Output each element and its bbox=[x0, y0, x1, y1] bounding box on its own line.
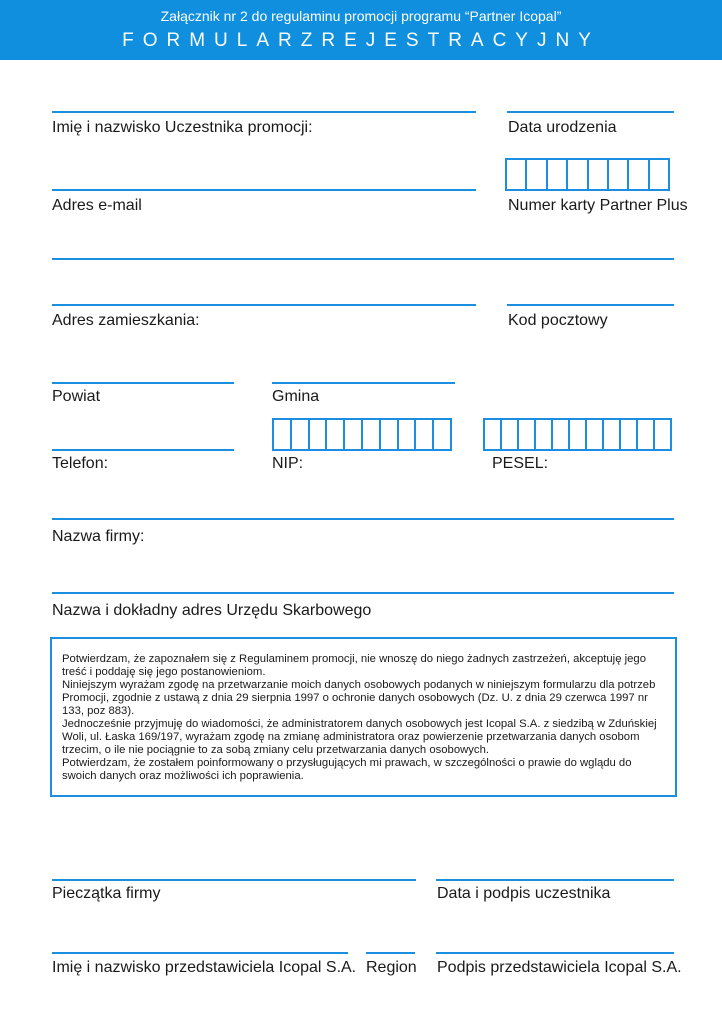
rep-name-line[interactable] bbox=[52, 952, 348, 954]
name-line[interactable] bbox=[52, 111, 476, 113]
commune-line[interactable] bbox=[272, 382, 455, 384]
company-stamp-line[interactable] bbox=[52, 879, 416, 881]
form-title: FORMULARZREJESTRACYJNY bbox=[122, 30, 600, 51]
nip-label: NIP: bbox=[272, 455, 304, 472]
address-label: Adres zamieszkania: bbox=[52, 312, 200, 329]
tax-office-line[interactable] bbox=[52, 592, 674, 594]
company-name-line[interactable] bbox=[52, 518, 674, 520]
email-line[interactable] bbox=[52, 189, 476, 191]
company-name-label: Nazwa firmy: bbox=[52, 528, 145, 545]
header-bar bbox=[0, 0, 722, 60]
rep-name-label: Imię i nazwisko przedstawiciela Icopal S.A. bbox=[52, 959, 357, 976]
participant-signature-label: Data i podpis uczestnika bbox=[437, 885, 611, 902]
region-line[interactable] bbox=[366, 952, 415, 954]
consent-paragraph: Jednocześnie przyjmuję do wiadomości, że administratorem danych osobowych jest Icopal S.A. z siedzibą w Zduńskiej Woli, ul. Łaska 169/197, wyrażam zgodę na zmianę administratora oraz powierzenie przetwarzania danych osobom trzecim, o ile nie pociągnie to za sobą zmiany celu przetwarzania danych osobowych. bbox=[62, 718, 657, 756]
phone-label: Telefon: bbox=[52, 455, 109, 472]
district-line[interactable] bbox=[52, 382, 234, 384]
region-label: Region bbox=[366, 959, 417, 976]
birth-date-label: Data urodzenia bbox=[508, 119, 617, 136]
consent-paragraph: Niniejszym wyrażam zgodę na przetwarzanie moich danych osobowych podanych w niniejszym formularzu dla potrzeb Promocji, zgodnie z ustawą z dnia 29 sierpnia 1997 o ochronie danych osobowych (Dz. U. z dnia 29 czerwca 1997 nr 133, poz 883). bbox=[62, 679, 656, 717]
consent-box bbox=[50, 637, 677, 797]
separator-line bbox=[52, 258, 674, 260]
postal-code-label: Kod pocztowy bbox=[508, 312, 608, 329]
pesel-label: PESEL: bbox=[492, 455, 549, 472]
company-stamp-label: Pieczątka firmy bbox=[52, 885, 161, 902]
postal-code-line[interactable] bbox=[507, 304, 674, 306]
phone-line[interactable] bbox=[52, 449, 234, 451]
participant-signature-line[interactable] bbox=[436, 879, 674, 881]
email-label: Adres e-mail bbox=[52, 197, 142, 214]
address-line[interactable] bbox=[52, 304, 476, 306]
name-label: Imię i nazwisko Uczestnika promocji: bbox=[52, 119, 313, 136]
consent-paragraph: Potwierdzam, że zapoznałem się z Regulaminem promocji, nie wnoszę do niego żadnych zastrzeżeń, akceptuję jego treść i poddaję się jego postanowieniom. bbox=[62, 653, 646, 678]
pesel-boxes[interactable] bbox=[483, 418, 672, 451]
district-label: Powiat bbox=[52, 388, 101, 405]
rep-signature-line[interactable] bbox=[436, 952, 674, 954]
consent-paragraph: Potwierdzam, że zostałem poinformowany o przysługujących mi prawach, w szczególności o prawie do wglądu do swoich danych oraz możliwości ich poprawienia. bbox=[62, 757, 632, 782]
birth-date-boxes[interactable] bbox=[505, 158, 670, 191]
card-number-label: Numer karty Partner Plus bbox=[508, 197, 688, 214]
nip-boxes[interactable] bbox=[272, 418, 452, 451]
form-subtitle: Załącznik nr 2 do regulaminu promocji programu “Partner Icopal” bbox=[160, 8, 562, 24]
tax-office-label: Nazwa i dokładny adres Urzędu Skarbowego bbox=[52, 602, 372, 619]
commune-label: Gmina bbox=[272, 388, 320, 405]
rep-signature-label: Podpis przedstawiciela Icopal S.A. bbox=[437, 959, 682, 976]
birth-date-line bbox=[507, 111, 674, 113]
